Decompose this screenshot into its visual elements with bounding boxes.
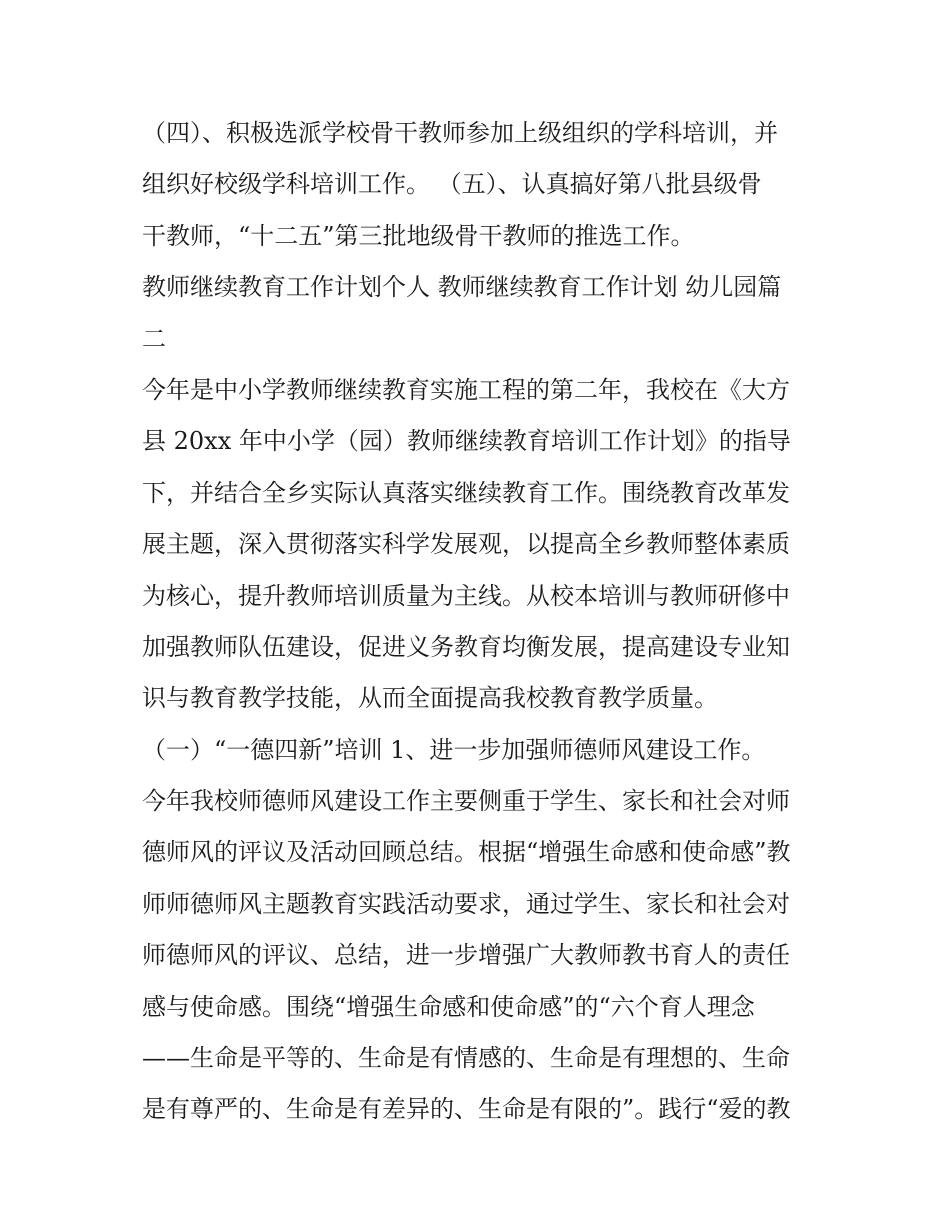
document-body <box>142 108 822 1136</box>
text-line: 识与教育教学技能，从而全面提高我校教育教学质量。 <box>142 684 718 713</box>
section-heading-line: 教师继续教育工作计划个人 教师继续教育工作计划 幼儿园篇 <box>142 273 782 302</box>
subsection-heading-line: （一）“一德四新”培训 1、进一步加强师德师风建设工作。 <box>142 735 766 764</box>
text-line: 师德师风的评议、总结，进一步增强广大教师教书育人的责任 <box>142 941 790 970</box>
text-line: （四）、积极选派学校骨干教师参加上级组织的学科培训，并 <box>142 119 778 147</box>
text-line: 今年是中小学教师继续教育实施工程的第二年，我校在《大方 <box>142 375 790 404</box>
text-line: 师师德师风主题教育实践活动要求，通过学生、家长和社会对 <box>142 889 790 918</box>
text-line: 组织好校级学科培训工作。 （五）、认真搞好第八批县级骨 <box>142 170 762 199</box>
text-line: 是有尊严的、生命是有差异的、生命是有限的”。践行“爱的教 <box>142 1095 791 1124</box>
text-line: 加强教师队伍建设，促进义务教育均衡发展，提高建设专业知 <box>142 632 790 661</box>
text-line: 干教师，“十二五”第三批地级骨干教师的推选工作。 <box>142 221 695 250</box>
text-line: 感与使命感。围绕“增强生命感和使命感”的“六个育人理念 <box>142 992 755 1021</box>
text-line: 德师风的评议及活动回顾总结。根据“增强生命感和使命感”教 <box>142 838 791 867</box>
text-line: ——生命是平等的、生命是有情感的、生命是有理想的、生命 <box>142 1044 790 1073</box>
text-line: 展主题，深入贯彻落实科学发展观，以提高全乡教师整体素质 <box>142 530 790 559</box>
text-line: 县 20xx 年中小学（园）教师继续教育培训工作计划》的指导 <box>142 427 791 456</box>
text-line: 下，并结合全乡实际认真落实继续教育工作。围绕教育改革发 <box>142 478 790 507</box>
section-heading-line: 二 <box>142 324 166 353</box>
text-line: 今年我校师德师风建设工作主要侧重于学生、家长和社会对师 <box>142 787 790 816</box>
text-line: 为核心，提升教师培训质量为主线。从校本培训与教师研修中 <box>142 581 790 610</box>
